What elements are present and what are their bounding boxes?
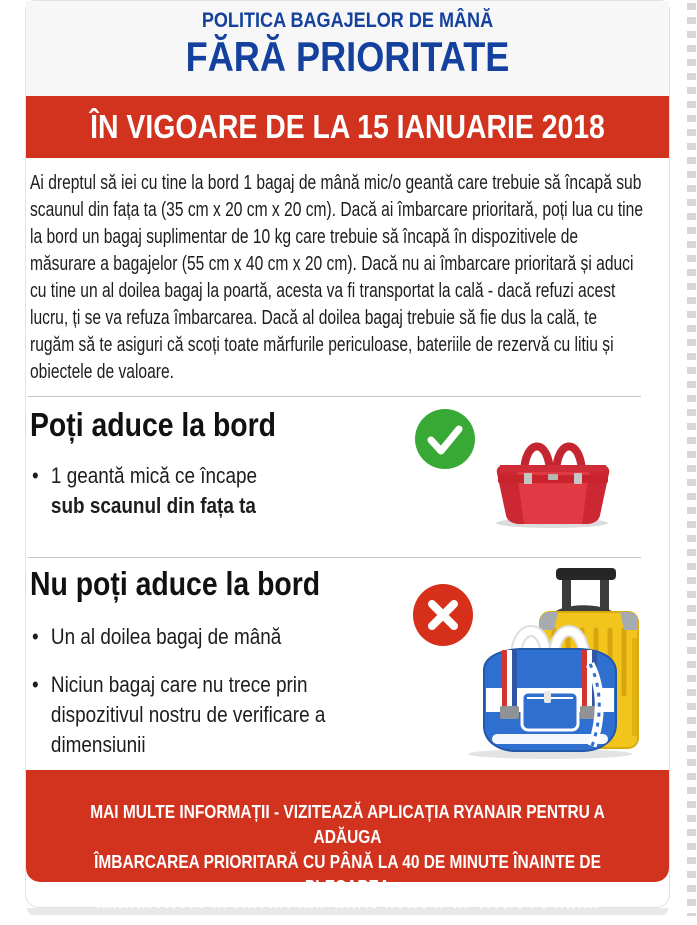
policy-card — [25, 0, 670, 908]
not-allowed-bullet-1: Un al doilea bagaj de mână — [50, 624, 282, 649]
x-icon — [413, 584, 473, 646]
page-title: FĂRĂ PRIORITATE — [185, 33, 510, 80]
check-icon — [415, 409, 475, 469]
allowed-bullet-line1: 1 geantă mică ce încape — [50, 463, 258, 488]
bullet-dot: • — [32, 672, 39, 697]
footer-banner — [26, 770, 669, 897]
list-item — [32, 622, 393, 652]
bullet-dot: • — [32, 463, 39, 488]
section-not-allowed — [26, 558, 669, 770]
footer-line-2: ÎMBARCAREA PRIORITARĂ CU PÂNĂ LA 40 DE MINUTE ÎNAINTE DE PLECAREA — [94, 852, 601, 897]
policy-kicker: POLITICA BAGAJELOR DE MÂNĂ — [201, 9, 494, 32]
allowed-bullet-text — [51, 461, 257, 521]
allowed-heading: Poți aduce la bord — [30, 406, 277, 443]
effective-date-text: ÎN VIGOARE DE LA 15 IANUARIE 2018 — [90, 108, 605, 145]
dotted-edge-decoration — [687, 3, 696, 916]
list-item — [32, 670, 342, 760]
not-allowed-heading: Nu poți aduce la bord — [30, 565, 321, 602]
red-handbag-image — [488, 413, 618, 531]
card-header — [26, 1, 669, 96]
list-item — [32, 461, 393, 521]
bullet-dot: • — [32, 624, 39, 649]
effective-date-banner — [26, 96, 669, 158]
allowed-bullet-line2: sub scaunul din fața ta — [50, 493, 256, 518]
suitcase-and-bag-image — [450, 566, 645, 761]
section-allowed — [26, 397, 669, 547]
policy-description: Ai dreptul să iei cu tine la bord 1 bagaj de mână mic/o geantă care trebuie să încapă sub scaunul din fața ta (35 cm x 20 cm x 20 cm). Dacă ai îmbarcare prioritară, poți lua cu tine la bord un bagaj suplimentar de 10 kg care trebuie să încapă în dispozitivele de măsurare a bagajelor (55 cm x 40 cm x 20 cm). Dacă nu ai îmbarcare prioritară și aduci cu tine un al doilea bagaj la poartă, acesta va fi transportat la cală - dacă refuzi acest lucru, ți se va refuza îmbarcarea. Dacă al doilea bagaj trebuie să fie dus la cală, te rugăm să te asiguri că scoți toate mărfurile periculoase, bateriile de rezervă cu litiu și obiectele de valoare. — [30, 172, 644, 383]
footer-line-1: MAI MULTE INFORMAȚII - VIZITEAZĂ APLICAȚIA RYANAIR PENTRU A ADĂUGA — [90, 802, 605, 847]
card-bottom-shadow — [27, 908, 668, 915]
not-allowed-bullet-2: Niciun bagaj care nu trece prin dispozitivul nostru de verificare a dimensiunii — [50, 672, 326, 757]
